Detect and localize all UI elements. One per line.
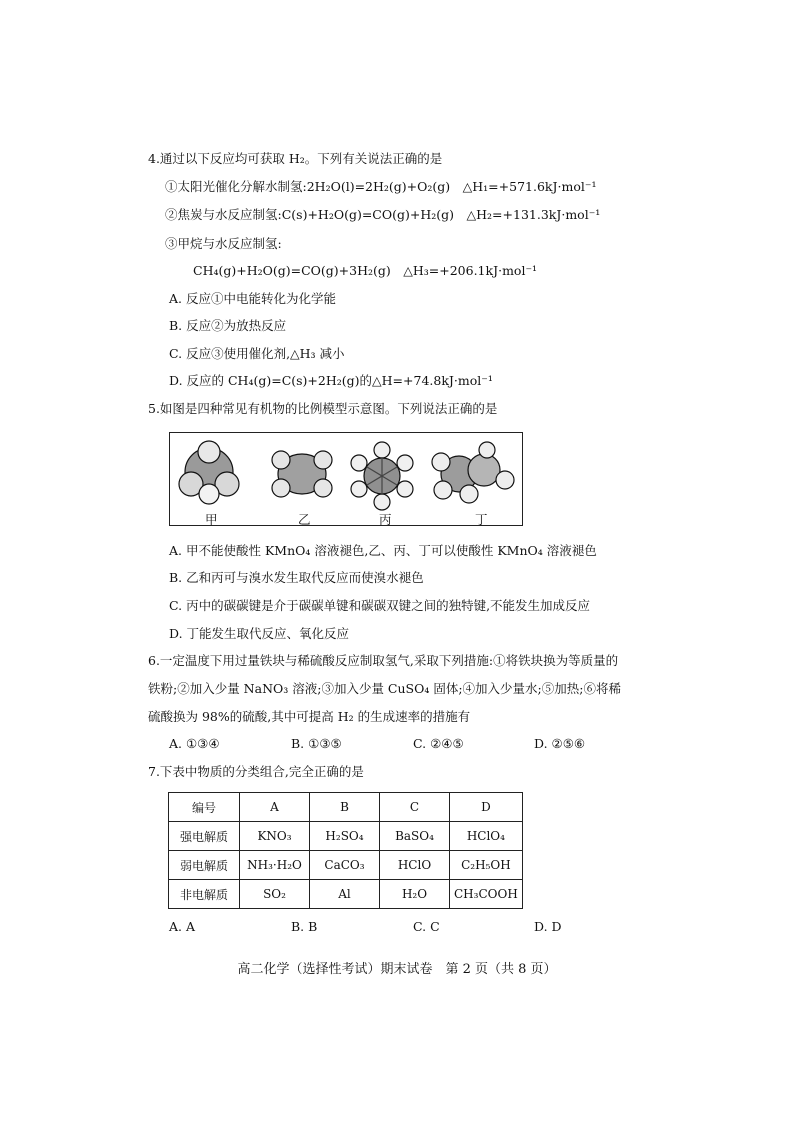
q6-option-a: A. ①③④ — [169, 736, 220, 751]
molecule-label-jia: 甲 — [205, 512, 218, 527]
table-cell: 强电解质 — [169, 822, 240, 851]
benzene-model — [351, 442, 413, 510]
table-cell: CaCO₃ — [310, 851, 380, 880]
table-header-row — [169, 793, 523, 822]
q7-stem: 7.下表中物质的分类组合,完全正确的是 — [148, 764, 364, 779]
table-header-cell: B — [310, 793, 380, 822]
q4-reaction-3-equation: CH₄(g)+H₂O(g)=CO(g)+3H₂(g) △H₃=+206.1kJ·mol⁻¹ — [193, 263, 538, 278]
table-row — [169, 851, 523, 880]
q4-reaction-2: ②焦炭与水反应制氢:C(s)+H₂O(g)=CO(g)+H₂(g) △H₂=+131.3kJ·mol⁻¹ — [165, 207, 601, 222]
table-cell: Al — [310, 880, 380, 909]
table-cell: BaSO₄ — [380, 822, 450, 851]
molecule-label-ding: 丁 — [475, 512, 488, 527]
q5-stem: 5.如图是四种常见有机物的比例模型示意图。下列说法正确的是 — [148, 401, 498, 416]
q6-option-b: B. ①③⑤ — [291, 736, 342, 751]
table-row — [169, 822, 523, 851]
q6-line-1: 6.一定温度下用过量铁块与稀硫酸反应制取氢气,采取下列措施:①将铁块换为等质量的 — [148, 653, 619, 668]
q7-option-b: B. B — [291, 919, 318, 934]
q6-option-c: C. ②④⑤ — [413, 736, 464, 751]
q6-option-d: D. ②⑤⑥ — [534, 736, 586, 751]
q4-reaction-3: ③甲烷与水反应制氢: — [165, 236, 282, 251]
table-row — [169, 880, 523, 909]
q4-option-d: D. 反应的 CH₄(g)=C(s)+2H₂(g)的△H=+74.8kJ·mol⁻¹ — [169, 373, 493, 388]
q6-line-2: 铁粉;②加入少量 NaNO₃ 溶液;③加入少量 CuSO₄ 固体;④加入少量水;⑤加热;⑥将稀 — [148, 681, 621, 696]
table-cell: C₂H₅OH — [450, 851, 523, 880]
q4-option-c: C. 反应③使用催化剂,△H₃ 减小 — [169, 346, 345, 361]
q7-option-a: A. A — [169, 919, 196, 934]
methane-model — [179, 441, 239, 504]
molecule-label-yi: 乙 — [298, 512, 311, 527]
q5-option-d: D. 丁能发生取代反应、氧化反应 — [169, 626, 350, 641]
q4-option-b: B. 反应②为放热反应 — [169, 318, 287, 333]
page-footer: 高二化学（选择性考试）期末试卷 第 2 页（共 8 页） — [237, 962, 557, 977]
q4-reaction-1: ①太阳光催化分解水制氢:2H₂O(l)=2H₂(g)+O₂(g) △H₁=+571.6kJ·mol⁻¹ — [165, 179, 597, 194]
table-cell: SO₂ — [240, 880, 310, 909]
table-cell: HClO — [380, 851, 450, 880]
q5-option-c: C. 丙中的碳碳键是介于碳碳单键和碳碳双键之间的独特键,不能发生加成反应 — [169, 598, 591, 613]
table-cell: CH₃COOH — [450, 880, 523, 909]
q7-option-c: C. C — [413, 919, 440, 934]
molecule-label-bing: 丙 — [379, 512, 392, 527]
q5-option-a: A. 甲不能使酸性 KMnO₄ 溶液褪色,乙、丙、丁可以使酸性 KMnO₄ 溶液褪色 — [169, 543, 597, 558]
table-cell: HClO₄ — [450, 822, 523, 851]
table-cell: 弱电解质 — [169, 851, 240, 880]
q5-option-b: B. 乙和丙可与溴水发生取代反应而使溴水褪色 — [169, 570, 424, 585]
table-header-cell: C — [380, 793, 450, 822]
molecule-models-figure — [169, 432, 523, 526]
table-cell: 非电解质 — [169, 880, 240, 909]
table-header-cell: D — [450, 793, 523, 822]
q7-option-d: D. D — [534, 919, 562, 934]
table-cell: KNO₃ — [240, 822, 310, 851]
q4-stem: 4.通过以下反应均可获取 H₂。下列有关说法正确的是 — [148, 151, 443, 166]
classification-table — [168, 792, 523, 909]
ethylene-model — [272, 451, 332, 497]
table-cell: NH₃·H₂O — [240, 851, 310, 880]
table-cell: H₂O — [380, 880, 450, 909]
ethanol-model — [432, 442, 514, 503]
q4-option-a: A. 反应①中电能转化为化学能 — [169, 291, 336, 306]
table-cell: H₂SO₄ — [310, 822, 380, 851]
table-header-cell: 编号 — [169, 793, 240, 822]
q6-line-3: 硫酸换为 98%的硫酸,其中可提高 H₂ 的生成速率的措施有 — [148, 709, 471, 724]
table-header-cell: A — [240, 793, 310, 822]
